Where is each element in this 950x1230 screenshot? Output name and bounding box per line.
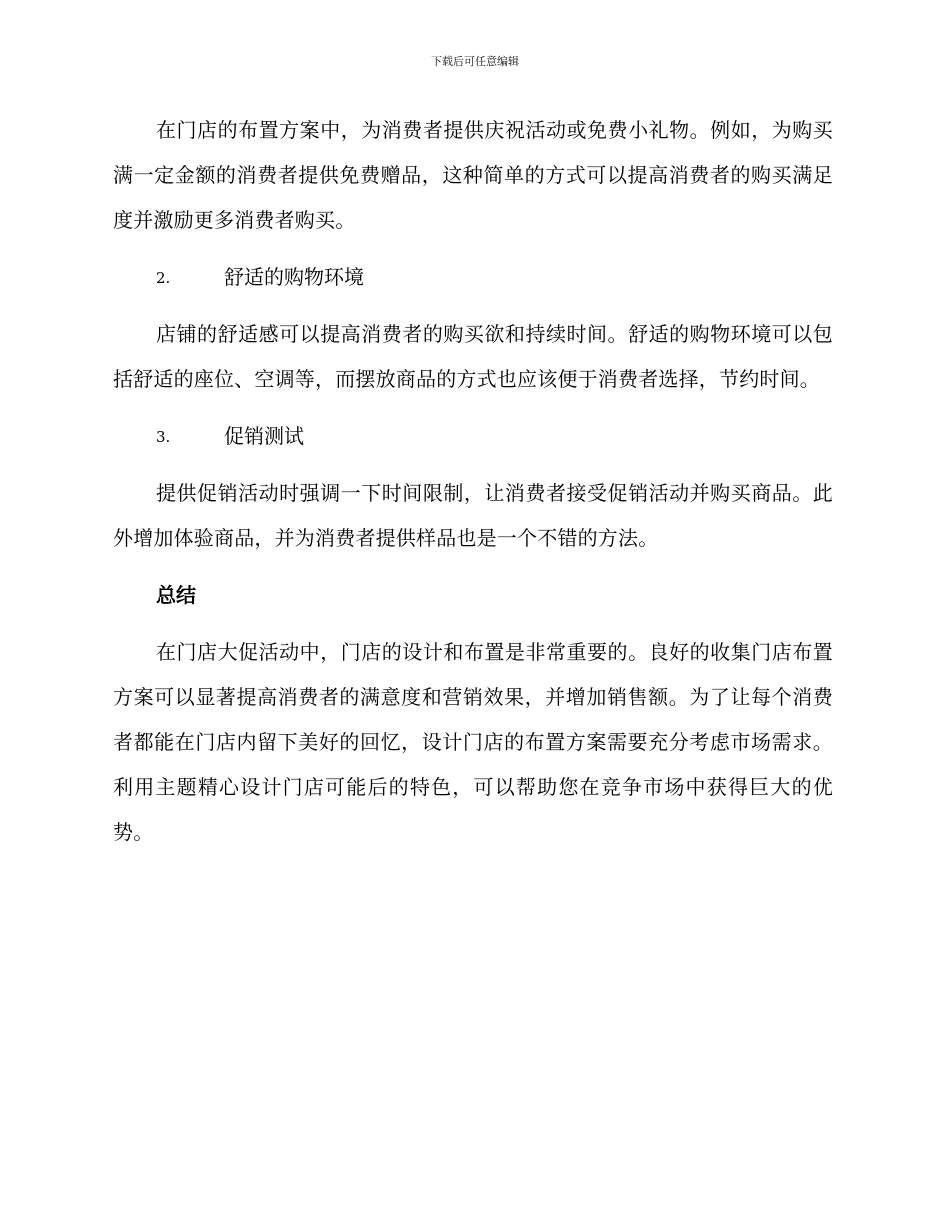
paragraph-gifts: 在门店的布置方案中，为消费者提供庆祝活动或免费小礼物。例如，为购买满一定金额的消费者提供免费赠品，这种简单的方式可以提高消费者的购买满足度并激励更多消费者购买。 xyxy=(113,118,833,232)
summary-heading: 总结 xyxy=(156,583,196,607)
list-item-label: 促销测试 xyxy=(224,424,304,448)
list-item-label: 舒适的购物环境 xyxy=(224,265,364,289)
list-item-number: 2. xyxy=(156,269,171,287)
paragraph-comfort: 店铺的舒适感可以提高消费者的购买欲和持续时间。舒适的购物环境可以包括舒适的座位、空调等，而摆放商品的方式也应该便于消费者选择，节约时间。 xyxy=(113,322,833,391)
list-item-3 xyxy=(113,414,833,459)
paragraph-summary: 在门店大促活动中，门店的设计和布置是非常重要的。良好的收集门店布置方案可以显著提高消费者的满意度和营销效果，并增加销售额。为了让每个消费者都能在门店内留下美好的回忆，设计门店的布置方案需要充分考虑市场需求。利用主题精心设计门店可能后的特色，可以帮助您在竞争市场中获得巨大的优势。 xyxy=(113,640,833,844)
paragraph-promotion: 提供促销活动时强调一下时间限制，让消费者接受促销活动并购买商品。此外增加体验商品，并为消费者提供样品也是一个不错的方法。 xyxy=(113,481,833,550)
list-item-2 xyxy=(113,255,833,300)
document-body xyxy=(113,108,833,867)
page-header: 下载后可任意编辑 xyxy=(431,55,519,68)
list-item-number: 3. xyxy=(156,428,171,446)
